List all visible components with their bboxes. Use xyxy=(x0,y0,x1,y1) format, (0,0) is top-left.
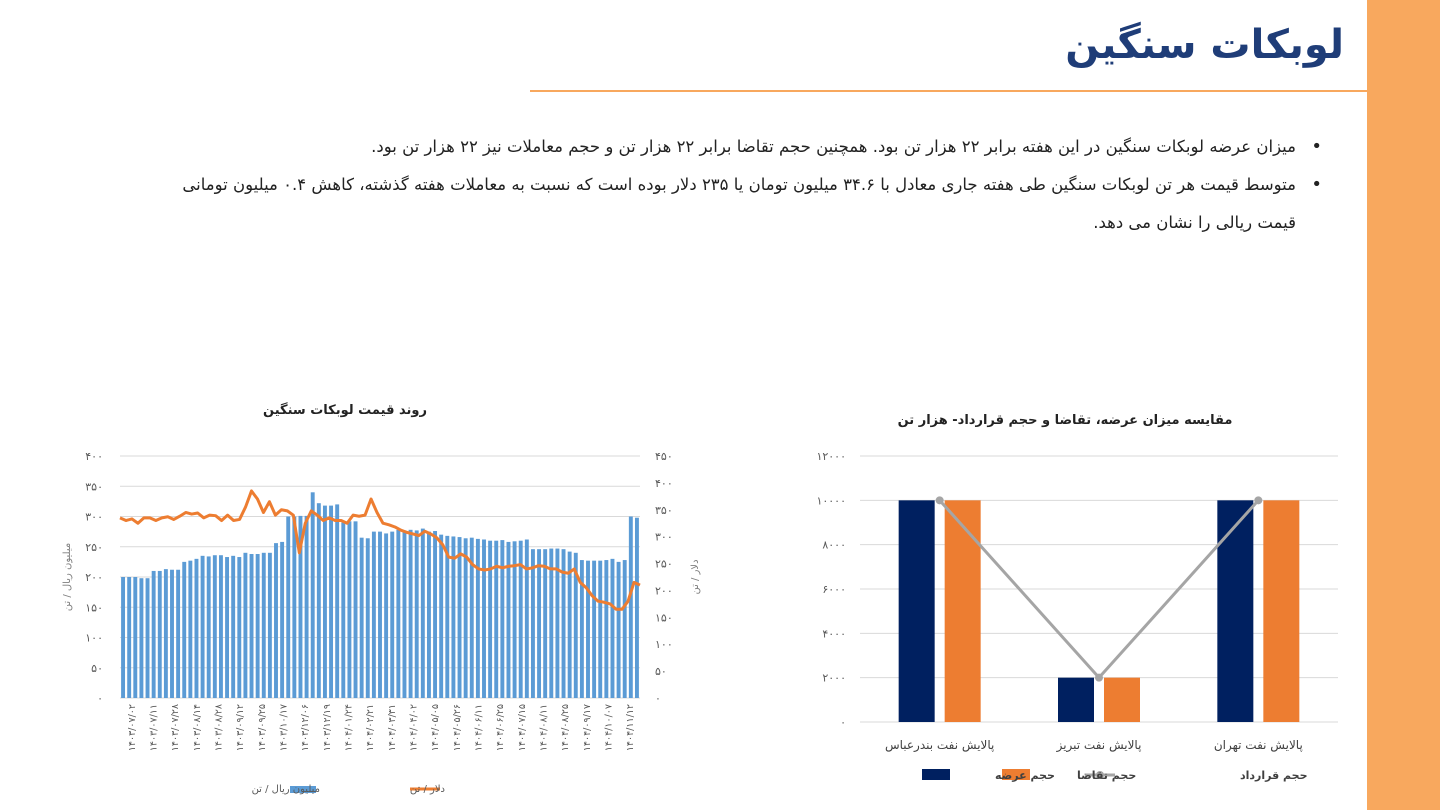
bar xyxy=(403,530,407,698)
x-tick-label: ۱۴۰۴/۱۱/۱۲ xyxy=(625,704,637,752)
x-tick-label: ۱۴۰۴/۰۸/۲۵ xyxy=(560,704,572,752)
bar xyxy=(213,555,217,698)
bar xyxy=(384,533,388,698)
bar-demand xyxy=(945,500,981,722)
bar xyxy=(286,517,290,699)
contract-marker xyxy=(1095,674,1103,682)
legend-label-bar: میلیون ریال / تن xyxy=(251,784,320,795)
price-chart-title: روند قیمت لوبکات سنگین xyxy=(263,403,427,418)
page-title: لوبکات سنگین xyxy=(1065,22,1344,68)
y-tick-label: ۳۰۰ xyxy=(85,510,103,524)
y-tick-label: ۲۵۰ xyxy=(85,540,103,554)
bar xyxy=(366,538,370,698)
y2-tick-label: ۱۵۰ xyxy=(655,611,673,625)
y-tick-label: ۰ xyxy=(840,716,846,729)
x-tick-label: ۱۴۰۴/۰۷/۱۵ xyxy=(516,704,528,752)
bar xyxy=(409,530,413,698)
side-accent-band xyxy=(1367,0,1440,810)
y-tick-label: ۱۰۰۰۰ xyxy=(816,494,846,508)
bar xyxy=(592,561,596,698)
bar xyxy=(623,560,627,698)
bar xyxy=(195,559,199,698)
bar xyxy=(372,532,376,698)
contract-marker xyxy=(1254,496,1262,504)
bar xyxy=(604,560,608,698)
bar xyxy=(494,541,498,698)
bar xyxy=(464,538,468,698)
bar xyxy=(543,549,547,698)
bar xyxy=(378,532,382,698)
y-tick-label: ۴۰۰۰ xyxy=(822,627,846,641)
x-tick-label: ۱۴۰۳/۰۹/۲۵ xyxy=(256,704,268,752)
y2-tick-label: ۲۵۰ xyxy=(655,557,673,571)
bar xyxy=(323,506,327,698)
bar xyxy=(427,532,431,698)
price-trend-chart xyxy=(55,430,715,805)
x-tick-label: ۱۴۰۳/۱۲/۱۹ xyxy=(321,704,333,752)
y-tick-label: ۱۵۰ xyxy=(85,601,103,615)
y-axis-label: میلیون ریال / تن xyxy=(62,542,73,612)
bar xyxy=(341,523,345,698)
bar xyxy=(445,536,449,698)
y-tick-label: ۱۰۰ xyxy=(85,631,103,645)
bar xyxy=(617,562,621,698)
x-tick-label: ۱۴۰۴/۰۵/۲۶ xyxy=(451,704,463,752)
bar xyxy=(127,577,131,698)
bar xyxy=(237,557,241,698)
bar xyxy=(439,535,443,698)
bar-supply xyxy=(1058,678,1094,722)
y-tick-label: ۲۰۰۰ xyxy=(822,671,846,685)
bar xyxy=(476,539,480,698)
bar xyxy=(225,557,229,698)
bar xyxy=(256,554,260,698)
comparison-chart xyxy=(780,440,1350,790)
bar xyxy=(421,529,425,698)
y-tick-label: ۳۵۰ xyxy=(85,480,103,494)
bar xyxy=(305,516,309,698)
y-tick-label: ۶۰۰۰ xyxy=(822,583,846,596)
bar xyxy=(335,504,339,698)
y2-tick-label: ۴۵۰ xyxy=(655,450,673,463)
bar xyxy=(176,570,180,698)
contract-marker xyxy=(936,496,944,504)
y2-tick-label: ۴۰۰ xyxy=(655,476,673,490)
title-underline xyxy=(530,90,1367,92)
bar xyxy=(549,549,553,698)
x-tick-label: پالایش نفت تهران xyxy=(1213,738,1303,752)
x-tick-label: ۱۴۰۴/۰۸/۱۱ xyxy=(538,704,550,752)
bar xyxy=(274,543,278,698)
legend-label-supply: حجم عرضه xyxy=(995,769,1055,782)
x-tick-label: ۱۴۰۴/۰۶/۲۵ xyxy=(495,704,507,752)
x-tick-label: پالایش نفت تبریز xyxy=(1056,738,1142,752)
bar xyxy=(415,530,419,698)
bar xyxy=(347,521,351,698)
comparison-chart-title: مقایسه میزان عرضه، تقاضا و حجم قرارداد- هزار تن xyxy=(897,413,1233,428)
bar xyxy=(207,556,211,698)
x-tick-label: ۱۴۰۴/۰۶/۱۱ xyxy=(473,704,485,752)
bullet-price: • متوسط قیمت هر تن لوبکات سنگین طی هفته جاری معادل با ۳۴.۶ میلیون تومان یا ۲۳۵ دلار بوده است که نسبت به معاملات هفته گذشته، کاهش ۰.۴ میلیون تومانی قیمت ریالی را نشان می دهد. xyxy=(152,166,1322,242)
y-tick-label: ۴۰۰ xyxy=(85,450,103,463)
legend-label-demand: حجم تقاضا xyxy=(1077,769,1137,782)
bar xyxy=(354,521,358,698)
bar xyxy=(121,577,125,698)
bar xyxy=(158,571,162,698)
bar xyxy=(268,553,272,698)
y2-tick-label: ۲۰۰ xyxy=(655,584,673,598)
bar xyxy=(317,503,321,698)
bar xyxy=(433,531,437,698)
x-tick-label: پالایش نفت بندرعباس xyxy=(884,738,995,752)
x-tick-label: ۱۴۰۴/۰۲/۲۱ xyxy=(365,704,377,752)
bar xyxy=(182,562,186,698)
bar xyxy=(500,540,504,698)
y-tick-label: ۰ xyxy=(97,692,103,705)
x-tick-label: ۱۴۰۳/۰۹/۱۲ xyxy=(235,704,247,752)
bar xyxy=(152,571,156,698)
bar xyxy=(537,549,541,698)
y-tick-label: ۸۰۰۰ xyxy=(822,538,846,552)
bar xyxy=(311,492,315,698)
bar xyxy=(396,530,400,698)
bullet-list xyxy=(152,128,1322,242)
x-tick-label: ۱۴۰۳/۰۷/۲۸ xyxy=(170,704,182,752)
bar xyxy=(525,539,529,698)
x-tick-label: ۱۴۰۴/۰۳/۳۱ xyxy=(386,704,398,752)
bar-supply xyxy=(899,500,935,722)
bar xyxy=(360,538,364,698)
x-tick-label: ۱۴۰۴/۰۴/۰۲ xyxy=(408,704,420,752)
y-tick-label: ۵۰ xyxy=(91,661,103,675)
legend-label-contract: حجم قرارداد xyxy=(1240,769,1308,782)
x-tick-label: ۱۴۰۴/۰۱/۲۴ xyxy=(343,704,355,752)
y2-tick-label: ۵۰ xyxy=(655,665,667,679)
bar xyxy=(201,556,205,698)
x-tick-label: ۱۴۰۴/۱۰/۰۷ xyxy=(603,704,615,752)
bar-supply xyxy=(1217,500,1253,722)
x-tick-label: ۱۴۰۳/۰۸/۱۴ xyxy=(191,704,203,752)
y2-tick-label: ۱۰۰ xyxy=(655,638,673,652)
y2-tick-label: ۰ xyxy=(655,692,661,705)
y-tick-label: ۲۰۰ xyxy=(85,571,103,584)
x-tick-label: ۱۴۰۳/۰۷/۱۱ xyxy=(148,704,160,752)
bar xyxy=(133,577,137,698)
bar xyxy=(531,549,535,698)
bullet-supply: • میزان عرضه لوبکات سنگین در این هفته برابر ۲۲ هزار تن بود. همچنین حجم تقاضا برابر ۲۲ هزار تن و حجم معاملات نیز ۲۲ هزار تن بود. xyxy=(152,128,1322,166)
bar xyxy=(231,556,235,698)
bar xyxy=(280,542,284,698)
y2-tick-label: ۳۵۰ xyxy=(655,503,673,517)
x-tick-label: ۱۴۰۴/۰۹/۱۷ xyxy=(581,704,593,752)
bar-demand xyxy=(1104,678,1140,722)
bar xyxy=(598,561,602,698)
bar xyxy=(635,518,639,698)
y2-tick-label: ۳۰۰ xyxy=(655,530,673,544)
bar xyxy=(219,555,223,698)
legend-swatch-supply xyxy=(922,769,950,780)
x-tick-label: ۱۴۰۳/۱۲/۰۶ xyxy=(300,704,312,752)
bar xyxy=(164,569,168,698)
bar xyxy=(329,506,333,698)
bar xyxy=(243,553,247,698)
y2-axis-label: دلار / تن xyxy=(690,559,701,595)
bar xyxy=(250,554,254,698)
bar xyxy=(611,559,615,698)
x-tick-label: ۱۴۰۴/۰۵/۰۵ xyxy=(430,704,442,752)
bar xyxy=(146,578,150,698)
bar xyxy=(629,517,633,699)
bar-demand xyxy=(1263,500,1299,722)
bar xyxy=(139,578,143,698)
x-tick-label: ۱۴۰۳/۰۸/۲۸ xyxy=(213,704,225,752)
bar xyxy=(451,536,455,698)
bar xyxy=(458,537,462,698)
bar xyxy=(390,532,394,698)
bar xyxy=(262,553,266,698)
bar xyxy=(170,570,174,698)
bar xyxy=(482,539,486,698)
bar xyxy=(292,517,296,699)
y-tick-label: ۱۲۰۰۰ xyxy=(816,450,846,463)
x-tick-label: ۱۴۰۳/۱۰/۱۷ xyxy=(278,704,290,752)
bar xyxy=(586,561,590,698)
bar xyxy=(488,541,492,698)
bar xyxy=(188,561,192,698)
legend-label-line: دلار / تن xyxy=(409,784,445,795)
x-tick-label: ۱۴۰۳/۰۷/۰۲ xyxy=(126,704,138,752)
